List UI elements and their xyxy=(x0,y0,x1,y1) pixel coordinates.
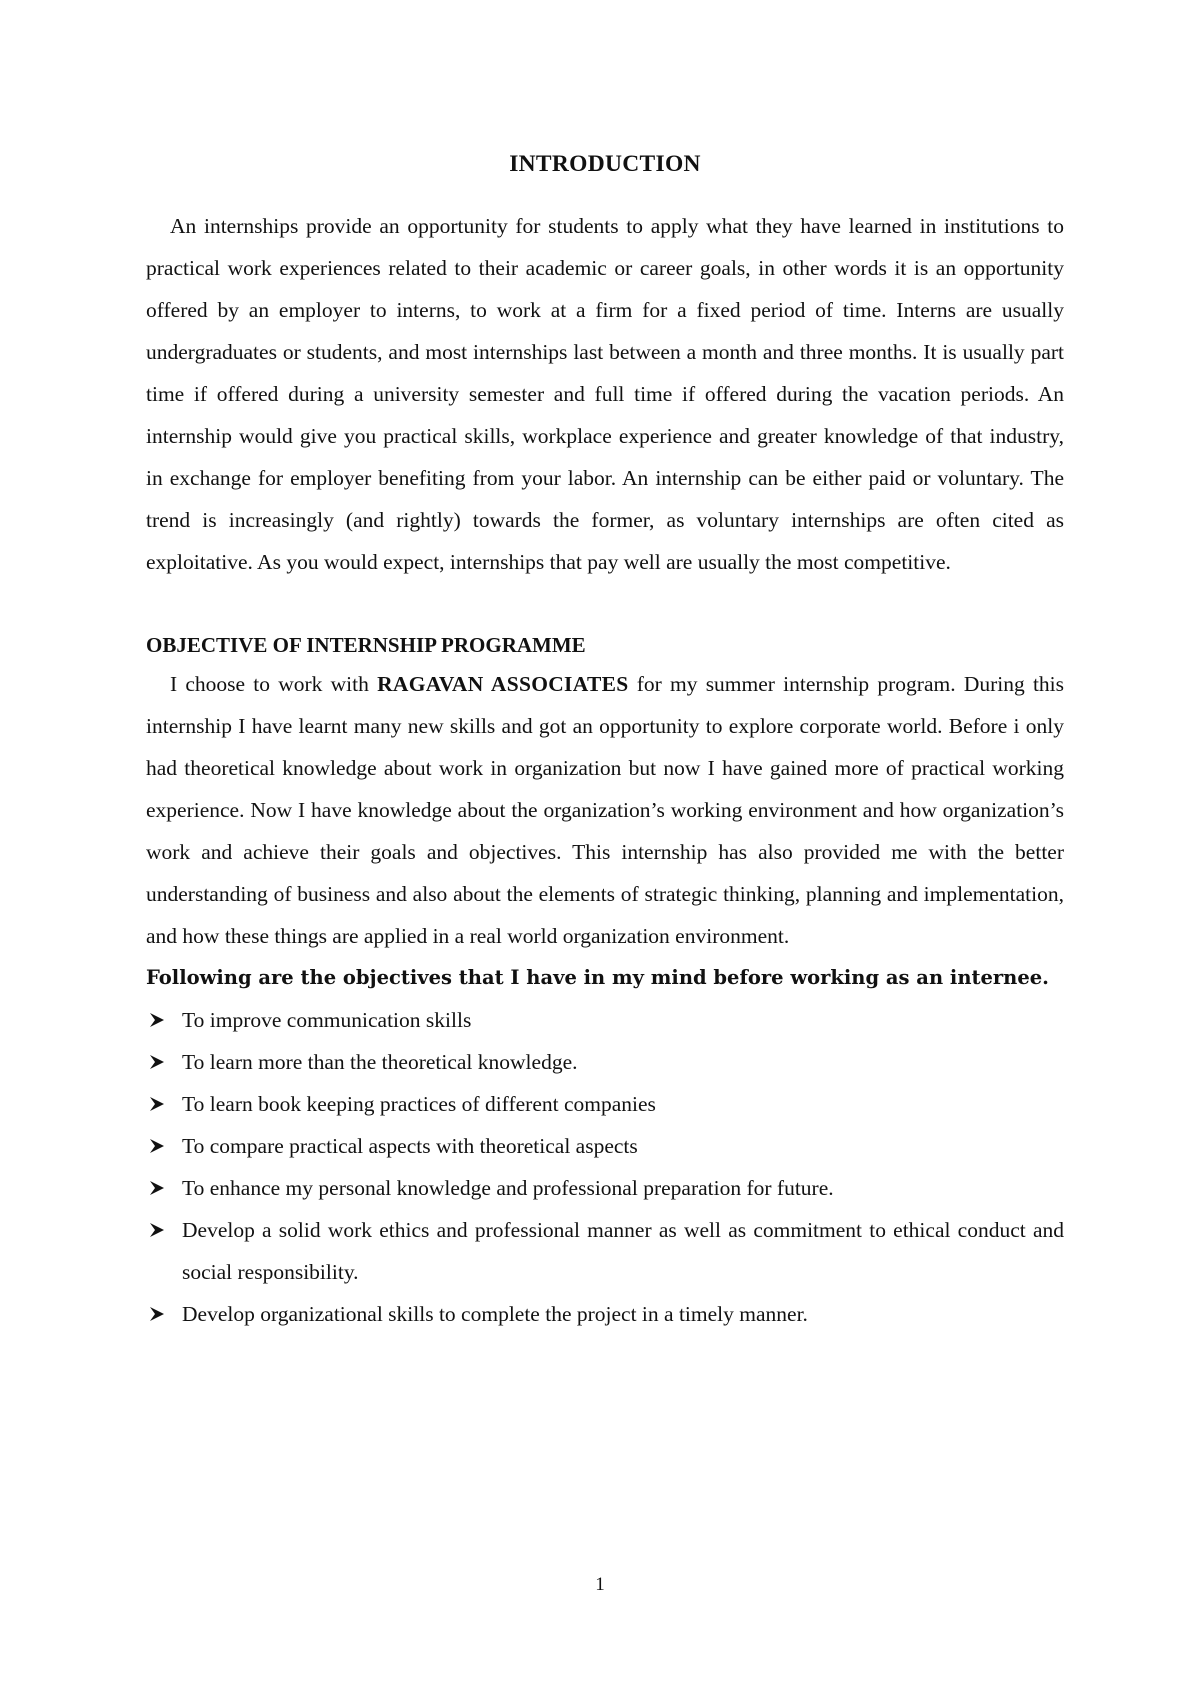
list-item-text: Develop organizational skills to complete the project in a timely manner. xyxy=(182,1302,808,1326)
list-item xyxy=(146,1125,1064,1167)
list-item xyxy=(146,1083,1064,1125)
objective-paragraph-rest: for my summer internship program. During this internship I have learnt many new skills and got an opportunity to explore corporate world. Before i only had theoretical knowledge about work in organization but now I have gained more of practical working experience. Now I have knowledge about the organization’s working environment and how organization’s work and achieve their goals and objectives. This internship has also provided me with the better understanding of business and also about the elements of strategic thinking, planning and implementation, and how these things are applied in a real world organization environment. xyxy=(146,672,1065,948)
objectives-lead-in: Following are the objectives that I have in my mind before working as an internee. xyxy=(146,966,1049,989)
objectives-list xyxy=(146,999,1064,1335)
list-item-text: To learn book keeping practices of different companies xyxy=(182,1092,656,1116)
list-item-text: Develop a solid work ethics and professional manner as well as commitment to ethical conduct and social responsibility. xyxy=(182,1218,1064,1284)
arrowhead-bullet-icon xyxy=(148,1293,166,1335)
objective-paragraph xyxy=(146,663,1064,957)
list-item-text: To improve communication skills xyxy=(182,1008,472,1032)
section-heading: OBJECTIVE OF INTERNSHIP PROGRAMME xyxy=(146,633,586,657)
arrowhead-bullet-icon xyxy=(148,1167,166,1209)
arrowhead-bullet-icon xyxy=(148,1083,166,1125)
list-item-text: To learn more than the theoretical knowledge. xyxy=(182,1050,578,1074)
list-item xyxy=(146,999,1064,1041)
arrowhead-bullet-icon xyxy=(148,1041,166,1083)
list-item-text: To compare practical aspects with theoretical aspects xyxy=(182,1134,638,1158)
list-item xyxy=(146,1041,1064,1083)
page-title: INTRODUCTION xyxy=(509,151,701,177)
page-number: 1 xyxy=(595,1574,605,1595)
arrowhead-bullet-icon xyxy=(148,1125,166,1167)
company-name: RAGAVAN ASSOCIATES xyxy=(377,672,629,696)
arrowhead-bullet-icon xyxy=(148,1209,166,1251)
objective-paragraph-start: I choose to work with xyxy=(170,672,378,696)
arrowhead-bullet-icon xyxy=(148,999,166,1041)
list-item-text: To enhance my personal knowledge and professional preparation for future. xyxy=(182,1176,834,1200)
list-item xyxy=(146,1167,1064,1209)
page-content xyxy=(146,143,1064,1335)
intro-paragraph: An internships provide an opportunity for students to apply what they have learned in institutions to practical work experiences related to their academic or career goals, in other words it is an opportunity offered by an employer to interns, to work at a firm for a fixed period of time. Interns are usually undergraduates or students, and most internships last between a month and three months. It is usually part time if offered during a university semester and full time if offered during the vacation periods. An internship would give you practical skills, workplace experience and greater knowledge of that industry, in exchange for employer benefiting from your labor. An internship can be either paid or voluntary. The trend is increasingly (and rightly) towards the former, as voluntary internships are often cited as exploitative. As you would expect, internships that pay well are usually the most competitive. xyxy=(146,214,1064,574)
list-item xyxy=(146,1293,1064,1335)
list-item xyxy=(146,1209,1064,1293)
